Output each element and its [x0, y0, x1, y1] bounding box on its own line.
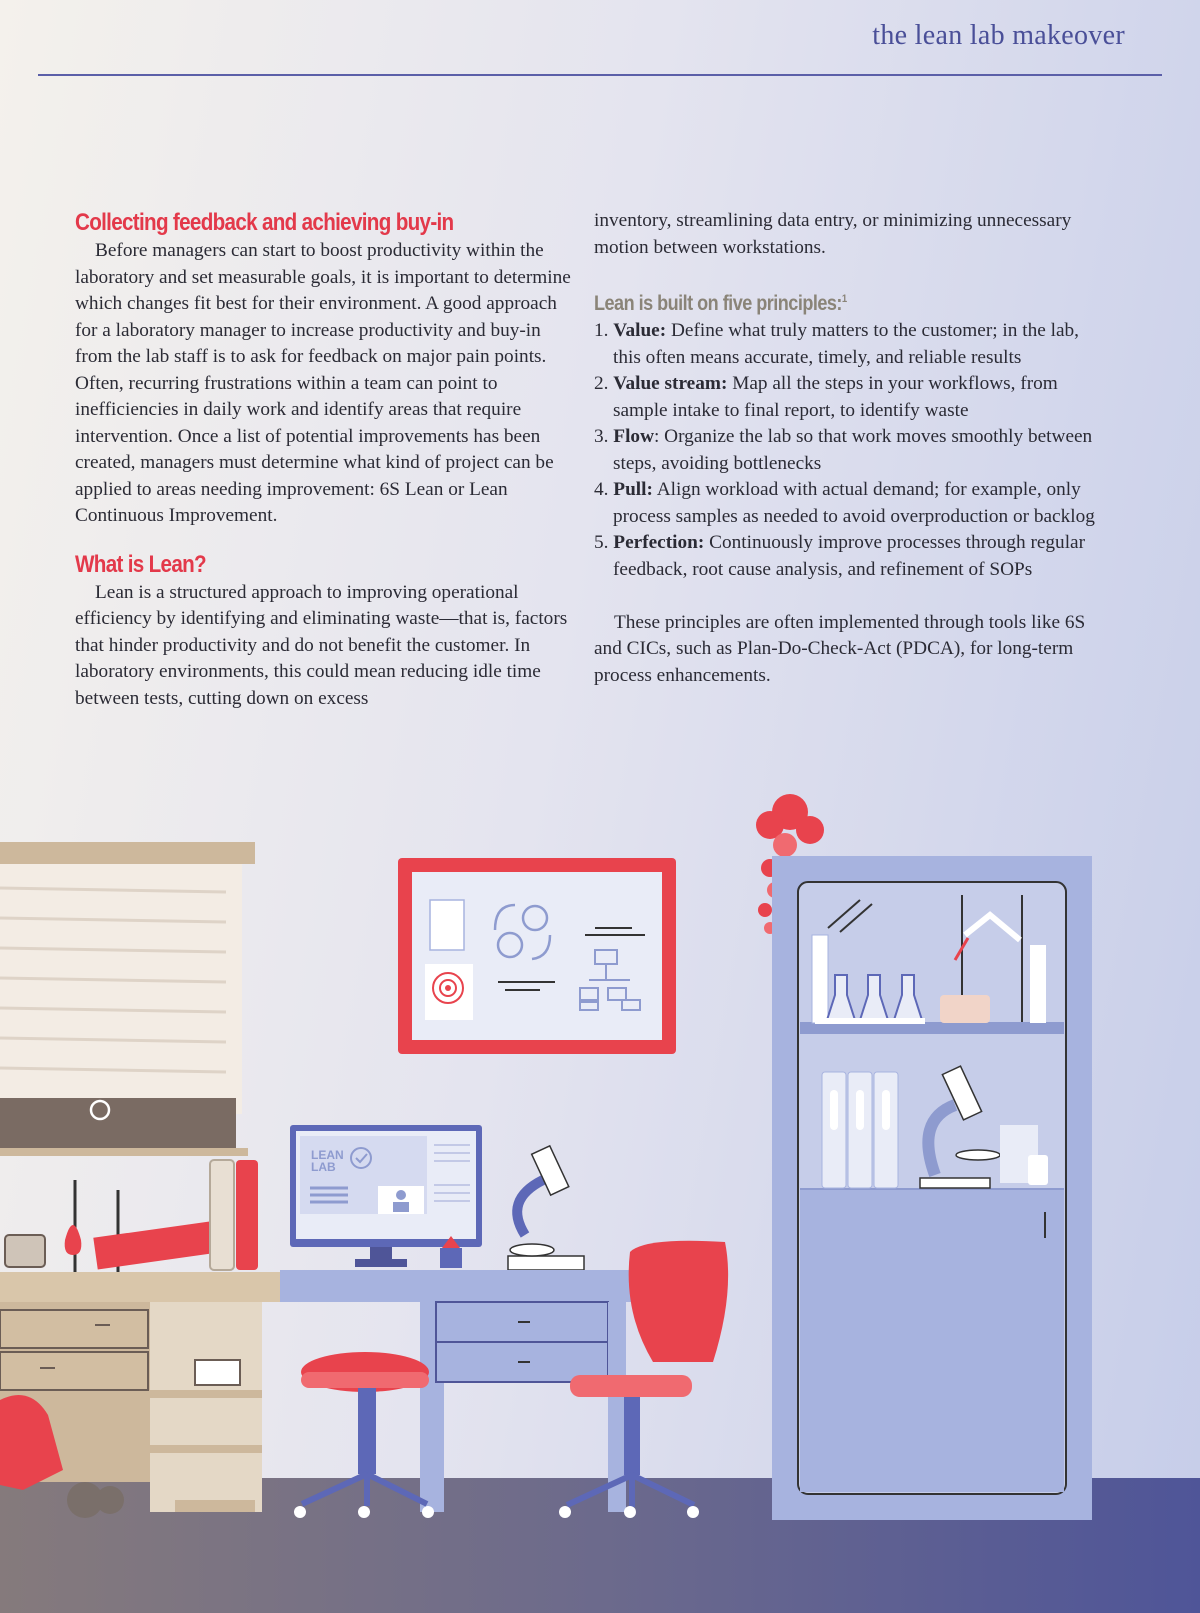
- left-column: [75, 208, 573, 712]
- list-item: [594, 371, 1104, 424]
- lab-cabinet: [772, 856, 1092, 1520]
- principle-text: Align workload with actual demand; for example, only process samples as needed to avoid overproduction or backlog: [613, 479, 1095, 527]
- principles-heading: [594, 285, 1033, 318]
- user-icon: [396, 1190, 406, 1200]
- right-column: [594, 208, 1104, 689]
- running-title: the lean lab makeover: [872, 20, 1125, 51]
- rock-decor: [96, 1486, 124, 1514]
- flask-icon: [5, 1160, 258, 1272]
- monitor-logo-line1: LEAN: [311, 1148, 344, 1162]
- principle-term: Flow: [613, 426, 654, 447]
- principle-text: Define what truly matters to the customer; in the lab, this often means accurate, timely, and reliable results: [613, 320, 1079, 368]
- section-heading-what-is-lean: What is Lean?: [75, 550, 206, 578]
- list-number: 4.: [594, 479, 609, 500]
- closing-paragraph: These principles are often implemented through tools like 6S and CICs, such as Plan-Do-Check-Act (PDCA), for long-term process enhancements.: [594, 611, 1086, 686]
- principle-term: Value stream:: [613, 373, 728, 394]
- window-blinds: [0, 842, 255, 1156]
- section-heading-feedback: Collecting feedback and achieving buy-in: [75, 209, 454, 236]
- principles-heading-text: Lean is built on five principles:: [594, 292, 842, 315]
- list-number: 1.: [594, 320, 609, 341]
- monitor-logo-line2: LAB: [311, 1160, 336, 1174]
- list-item: [594, 477, 1104, 530]
- feedback-paragraph: Before managers can start to boost productivity within the laboratory and set measurable goals, it is important to determine which changes fit best for their environment. A good approach for a laboratory manager to increase productivity and buy-in from the lab staff is to ask for feedback on major pain points. Often, recurring frustrations within a team can point to inefficiencies in daily work and identify areas that require intervention. Once a list of potential improvements has been created, managers must determine what kind of project can be applied to areas needing improvement: 6S Lean or Lean Continuous Improvement.: [75, 240, 571, 526]
- list-item: [594, 530, 1104, 583]
- principle-term: Value:: [613, 320, 667, 341]
- list-number: 5.: [594, 532, 609, 553]
- principle-text: Map all the steps in your workflows, from sample intake to final report, to identify waste: [613, 373, 1058, 421]
- whiteboard: [398, 858, 676, 1054]
- list-number: 2.: [594, 373, 609, 394]
- list-number: 3.: [594, 426, 609, 447]
- list-item: [594, 318, 1104, 371]
- lean-definition-paragraph: Lean is a structured approach to improving operational efficiency by identifying and eliminating waste—that is, factors that hinder productivity and do not benefit the customer. In laboratory environments, this could mean reducing idle time between tests, cutting down on excess: [75, 581, 568, 709]
- principle-text: : Organize the lab so that work moves smoothly between steps, avoiding bottlenecks: [613, 426, 1093, 474]
- reference-superscript: 1: [841, 293, 847, 305]
- microscope-icon: [508, 1146, 584, 1270]
- principles-list: [594, 318, 1104, 583]
- principle-term: Pull:: [613, 479, 653, 500]
- lab-illustration: [0, 780, 1200, 1613]
- principle-text: Continuously improve processes through regular feedback, root cause analysis, and refinement of SOPs: [613, 532, 1086, 580]
- continuation-paragraph: inventory, streamlining data entry, or minimizing unnecessary motion between workstations.: [594, 210, 1072, 258]
- header-rule: [38, 74, 1162, 76]
- binders-icon: [822, 1072, 898, 1188]
- list-item: [594, 424, 1104, 477]
- principle-term: Perfection:: [613, 532, 705, 553]
